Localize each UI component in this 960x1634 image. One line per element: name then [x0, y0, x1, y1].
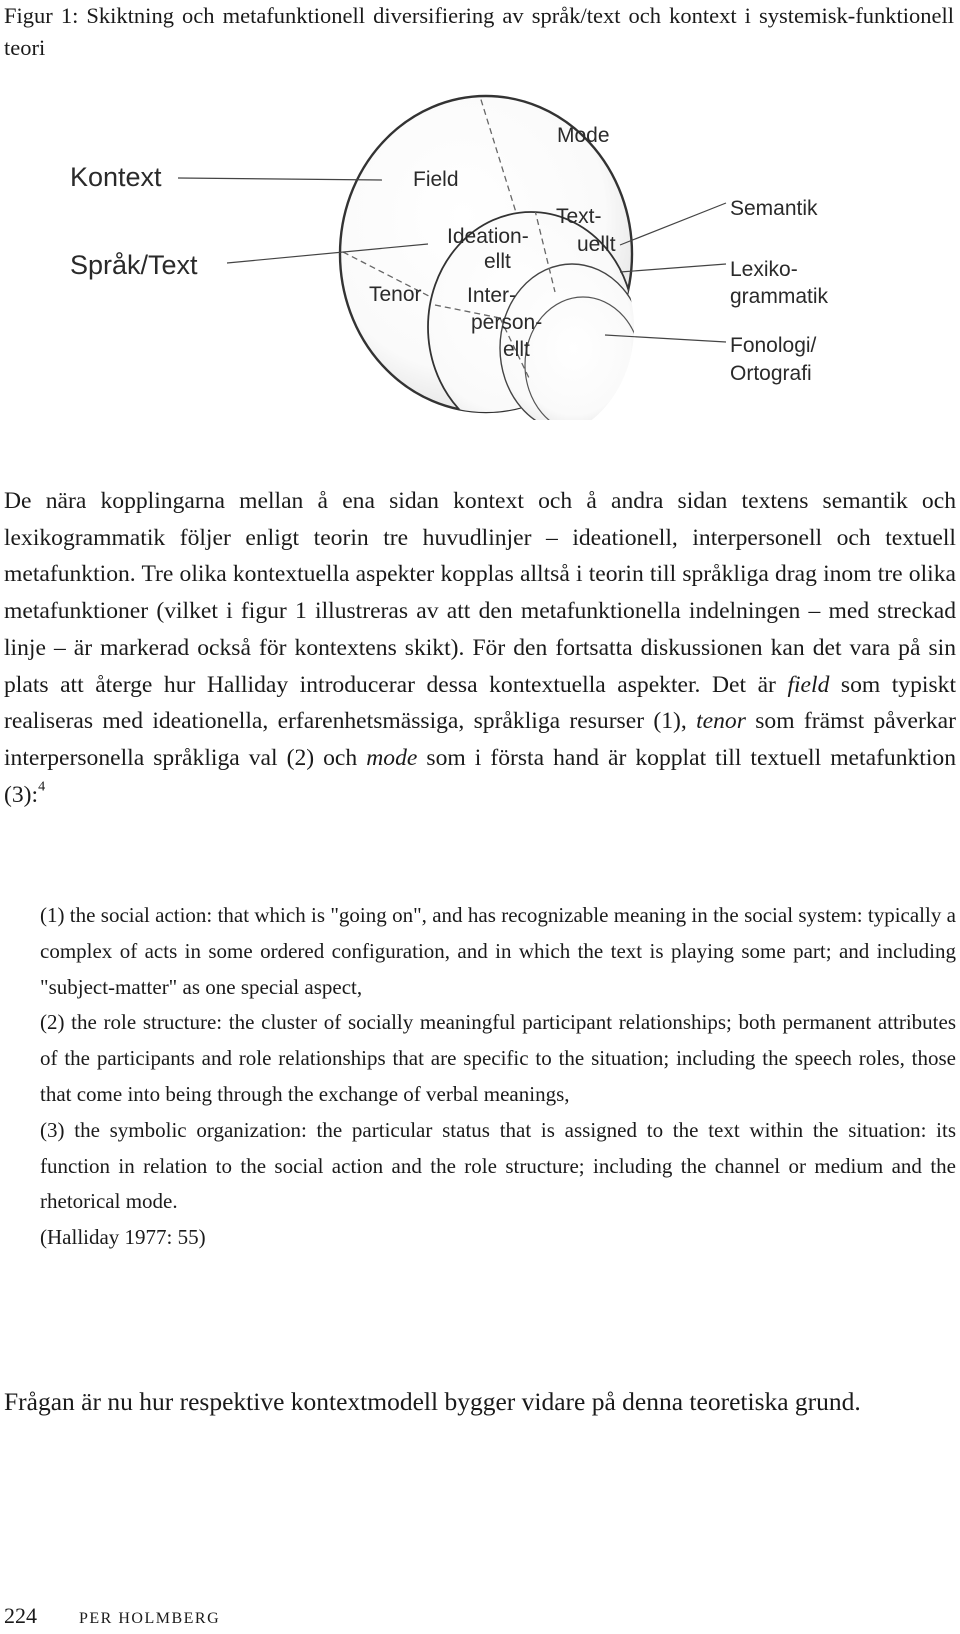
- label-interpersonellt-1: Inter-: [467, 284, 517, 307]
- label-lexiko-2: grammatik: [730, 285, 829, 308]
- page-footer: [4, 1601, 604, 1634]
- label-field: Field: [413, 168, 459, 191]
- label-semantik: Semantik: [730, 197, 818, 220]
- stratification-diagram: [0, 80, 960, 420]
- label-interpersonellt-2: person-: [471, 311, 543, 334]
- running-author: PER HOLMBERG: [79, 1610, 221, 1627]
- label-kontext: Kontext: [70, 162, 162, 192]
- footnote-marker[interactable]: 4: [38, 778, 46, 795]
- conclusion-paragraph: Frågan är nu hur respektive kontextmodell bygger vidare på denna teoretiska grund.: [4, 1387, 861, 1416]
- page-number: 224: [4, 1603, 37, 1628]
- figure-caption: Figur 1: Skiktning och metafunktionell diversifiering av språk/text och kontext i systemisk-funktionell teori: [4, 3, 954, 60]
- label-sprak-text: Språk/Text: [70, 250, 198, 280]
- body-text-b: som typiskt realiseras med ideationella, erfarenhetsmässiga, språkliga resurser (1),: [4, 671, 956, 735]
- label-lexiko-1: Lexiko-: [730, 258, 798, 281]
- quote-item-2: (2) the role structure: the cluster of socially meaningful participant relationships; both permanent attributes of the participants and role relationships that are specific to the situation; including the speech roles, those that come into being through the exchange of verbal meanings,: [40, 1010, 956, 1106]
- label-mode: Mode: [557, 124, 610, 147]
- block-quote: [40, 898, 956, 1256]
- quote-item-1: (1) the social action: that which is "going on", and has recognizable meaning in the social system: typically a complex of acts in some ordered configuration, and in which the text is playing some part; and including "subject-matter" as one special aspect,: [40, 903, 956, 999]
- quote-item-3: (3) the symbolic organization: the particular status that is assigned to the text within the situation: its function in relation to the social action and the role structure; including the channel or medium and the rhetorical mode.: [40, 1117, 956, 1214]
- body-paragraph: [4, 483, 956, 813]
- label-textuellt-1: Text-: [556, 205, 602, 228]
- body-text-d: som i första hand är kopplat till textuell metafunktion (3):: [4, 744, 956, 808]
- label-ideationellt-1: Ideation-: [447, 225, 529, 248]
- label-fonologi-2: Ortografi: [730, 362, 812, 385]
- body-text-c: som främst påverkar interpersonella språkliga val (2) och: [4, 708, 956, 771]
- quote-source: (Halliday 1977: 55): [40, 1225, 206, 1250]
- term-field: field: [787, 671, 830, 698]
- term-mode: mode: [366, 744, 418, 771]
- label-interpersonellt-3: ellt: [503, 338, 530, 361]
- label-fonologi-1: Fonologi/: [730, 334, 817, 357]
- label-textuellt-2: uellt: [577, 233, 616, 256]
- figure-diagram: [0, 80, 960, 420]
- term-tenor: tenor: [696, 708, 746, 735]
- label-ideationellt-2: ellt: [484, 250, 511, 273]
- body-text-a: De nära kopplingarna mellan å ena sidan kontext och å andra sidan textens semantik och lexikogrammatik följer enligt teorin tre huvudlinjer – ideationell, interpersonell och textuell metafunktion. Tre olika kontextuella aspekter kopplas alltså i teorin till språkliga drag inom tre olika metafunktioner (vilket i figur 1 illustreras av att den metafunktionella indelningen – med streckad linje – är markerad också för kontextens skikt). För den fortsatta diskussionen kan det vara på sin plats att återge hur Halliday introducerar dessa kontextuella aspekter. Det är: [4, 488, 956, 698]
- label-tenor: Tenor: [369, 283, 422, 306]
